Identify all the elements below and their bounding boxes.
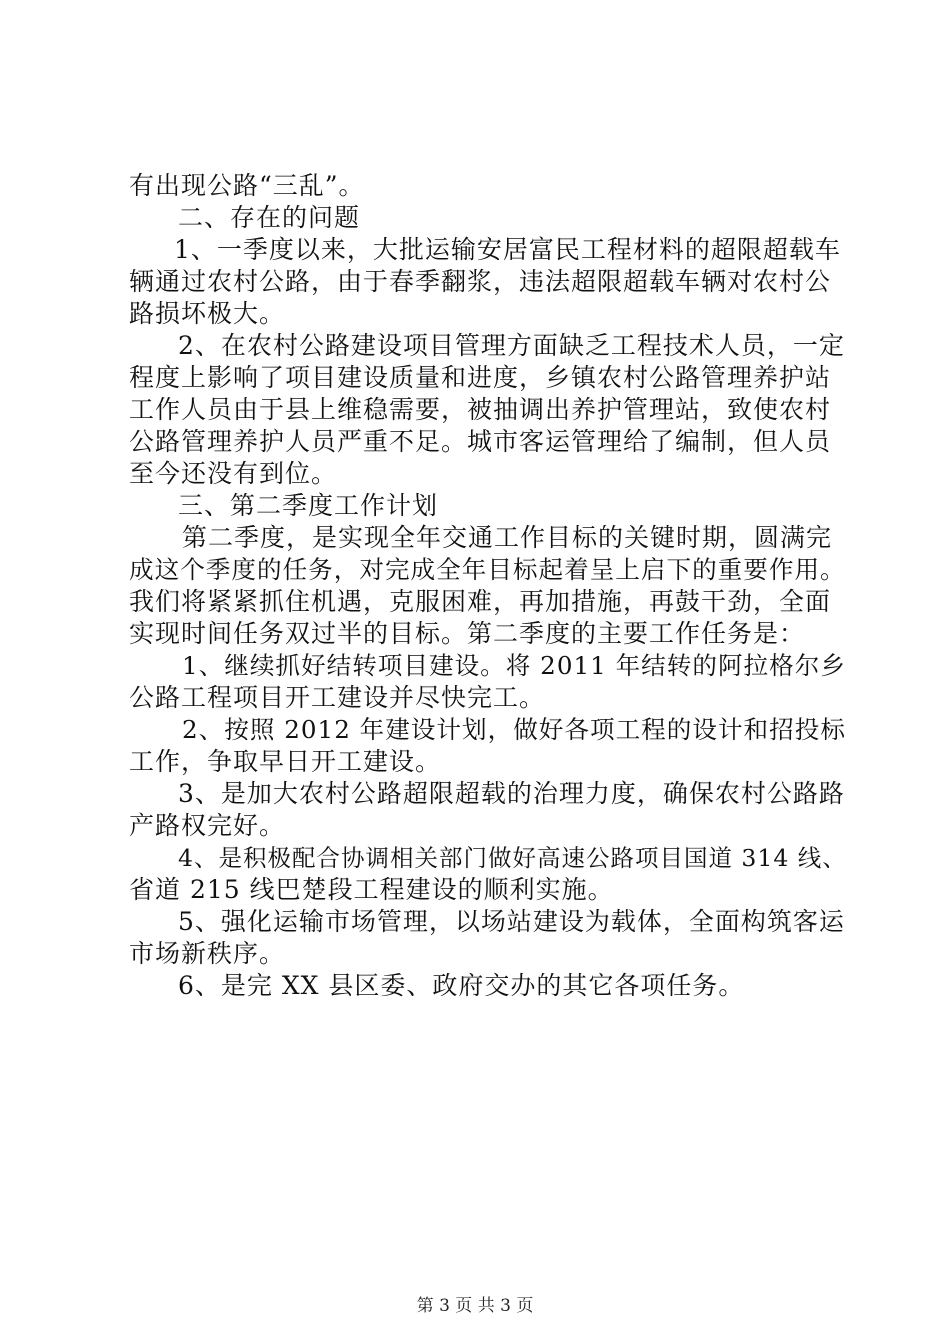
body-line: 2、按照 2012 年建设计划，做好各项工程的设计和招投标 xyxy=(182,715,846,744)
section-heading: 二、存在的问题 xyxy=(178,203,361,232)
body-line: 工作人员由于县上维稳需要，被抽调出养护管理站，致使农村 xyxy=(129,395,832,424)
body-line: 1、一季度以来，大批运输安居富民工程材料的超限超载车 xyxy=(174,235,841,264)
body-line: 3、是加大农村公路超限超载的治理力度，确保农村公路路 xyxy=(178,779,845,808)
body-line: 路损坏极大。 xyxy=(129,299,286,328)
body-line: 有出现公路“三乱”。 xyxy=(129,171,365,200)
body-line: 市场新秩序。 xyxy=(129,939,286,968)
body-line: 至今还没有到位。 xyxy=(129,459,338,488)
body-line: 公路管理养护人员严重不足。城市客运管理给了编制，但人员 xyxy=(129,427,832,456)
body-line: 辆通过农村公路，由于春季翻浆，违法超限超载车辆对农村公 xyxy=(129,267,832,296)
body-line: 2、在农村公路建设项目管理方面缺乏工程技术人员，一定 xyxy=(178,331,845,360)
body-line: 省道 215 线巴楚段工程建设的顺利实施。 xyxy=(129,875,614,904)
body-line: 公路工程项目开工建设并尽快完工。 xyxy=(129,683,546,712)
body-line: 程度上影响了项目建设质量和进度，乡镇农村公路管理养护站 xyxy=(129,363,832,392)
body-line: 工作，争取早日开工建设。 xyxy=(129,747,442,776)
body-line: 6、是完 XX 县区委、政府交办的其它各项任务。 xyxy=(178,971,745,1000)
body-line: 成这个季度的任务，对完成全年目标起着呈上启下的重要作用。 xyxy=(129,555,846,584)
body-line: 我们将紧紧抓住机遇，克服困难，再加措施，再鼓干劲，全面 xyxy=(129,587,832,616)
body-line: 4、是积极配合协调相关部门做好高速公路项目国道 314 线、 xyxy=(178,844,847,872)
body-line: 第二季度，是实现全年交通工作目标的关键时期，圆满完 xyxy=(182,523,833,552)
section-heading: 三、第二季度工作计划 xyxy=(178,491,439,520)
page-footer: 第 3 页 共 3 页 xyxy=(416,1296,534,1316)
body-line: 1、继续抓好结转项目建设。将 2011 年结转的阿拉格尔乡 xyxy=(182,651,846,680)
body-line: 产路权完好。 xyxy=(129,811,286,840)
body-line: 实现时间任务双过半的目标。第二季度的主要工作任务是： xyxy=(129,619,806,648)
body-line: 5、强化运输市场管理，以场站建设为载体，全面构筑客运 xyxy=(178,907,845,936)
